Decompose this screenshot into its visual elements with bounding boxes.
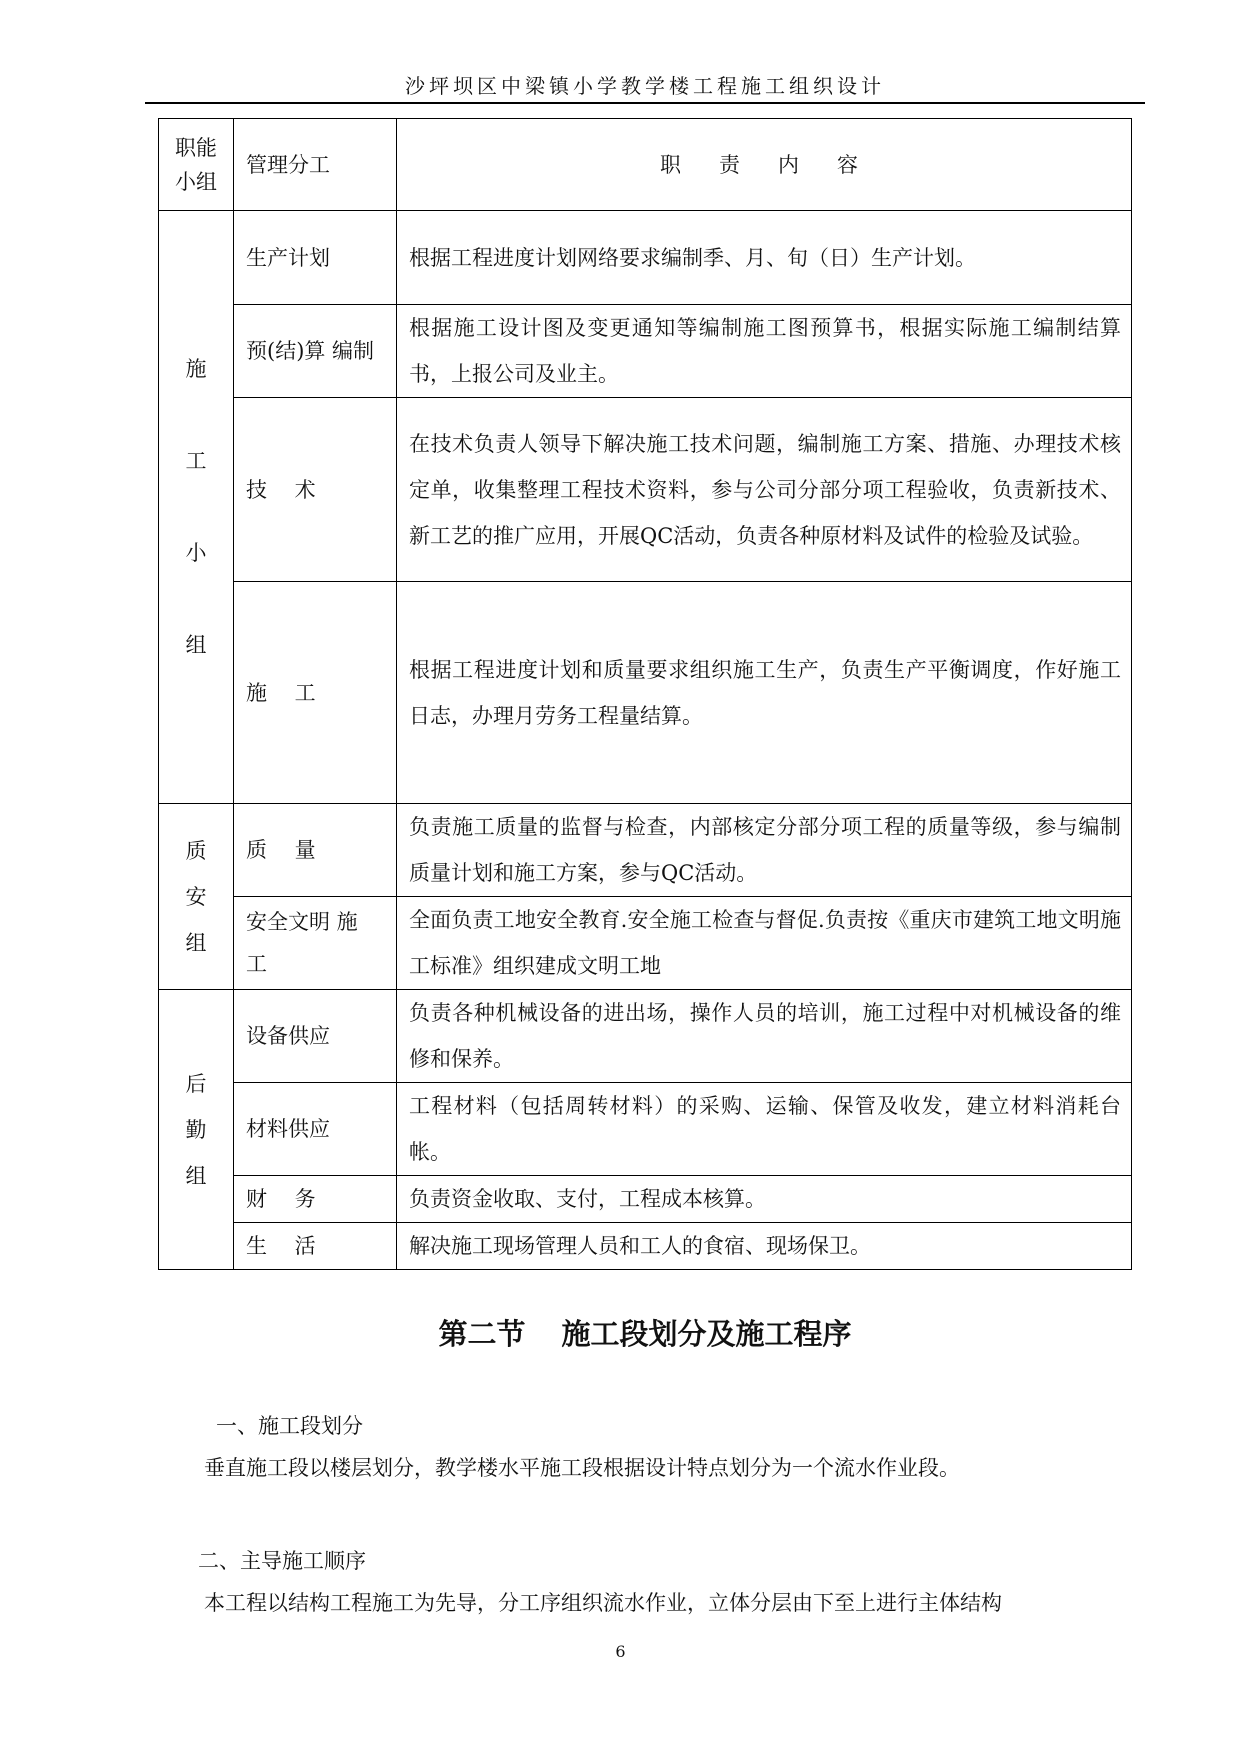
group-label-char: 组 bbox=[185, 930, 207, 955]
group-label-char: 施 bbox=[185, 357, 207, 381]
group-label-char: 组 bbox=[185, 633, 207, 657]
duty-cell: 负责各种机械设备的进出场，操作人员的培训，施工过程中对机械设备的维修和保养。 bbox=[397, 990, 1132, 1083]
table-row bbox=[159, 398, 1132, 582]
header-group-line-2: 小组 bbox=[175, 169, 217, 194]
division-cell: 生 活 bbox=[234, 1223, 397, 1270]
division-cell: 预(结)算 编制 bbox=[234, 305, 397, 398]
table-row bbox=[159, 305, 1132, 398]
table-row bbox=[159, 804, 1132, 897]
header-rule bbox=[145, 102, 1145, 104]
duty-cell: 负责施工质量的监督与检查，内部核定分部分项工程的质量等级，参与编制质量计划和施工方案，参与QC活动。 bbox=[397, 804, 1132, 897]
construction-group-label bbox=[159, 211, 234, 804]
duty-cell: 解决施工现场管理人员和工人的食宿、现场保卫。 bbox=[397, 1223, 1132, 1270]
duty-cell: 负责资金收取、支付，工程成本核算。 bbox=[397, 1176, 1132, 1223]
division-cell: 施 工 bbox=[234, 582, 397, 804]
division-cell: 财 务 bbox=[234, 1176, 397, 1223]
header-division-cell: 管理分工 bbox=[234, 119, 397, 211]
table-row bbox=[159, 582, 1132, 804]
table-row bbox=[159, 1176, 1132, 1223]
duty-cell: 工程材料（包括周转材料）的采购、运输、保管及收发，建立材料消耗台帐。 bbox=[397, 1083, 1132, 1176]
group-label-char: 后 bbox=[185, 1071, 207, 1096]
duty-cell: 在技术负责人领导下解决施工技术问题，编制施工方案、措施、办理技术核定单，收集整理工程技术资料，参与公司分部分项工程验收，负责新技术、新工艺的推广应用，开展QC活动，负责各种原材料及试件的检验及试验。 bbox=[397, 398, 1132, 582]
group-label-char: 组 bbox=[185, 1163, 207, 1188]
table-header-row bbox=[159, 119, 1132, 211]
duty-cell: 全面负责工地安全教育.安全施工检查与督促.负责按《重庆市建筑工地文明施工标准》组织建成文明工地 bbox=[397, 897, 1132, 990]
table-row bbox=[159, 990, 1132, 1083]
duty-cell: 根据施工设计图及变更通知等编制施工图预算书，根据实际施工编制结算书，上报公司及业主。 bbox=[397, 305, 1132, 398]
table-row bbox=[159, 897, 1132, 990]
subsection-heading-2: 二、主导施工顺序 bbox=[198, 1549, 366, 1573]
division-cell: 技 术 bbox=[234, 398, 397, 582]
group-label-char: 工 bbox=[185, 449, 207, 473]
table-row bbox=[159, 211, 1132, 305]
table-row bbox=[159, 1223, 1132, 1270]
responsibility-table bbox=[158, 118, 1132, 1270]
header-group-line-1: 职能 bbox=[175, 135, 217, 160]
logistics-group-label bbox=[159, 990, 234, 1270]
division-cell: 安全文明 施 工 bbox=[234, 897, 397, 990]
duty-cell: 根据工程进度计划和质量要求组织施工生产，负责生产平衡调度，作好施工日志，办理月劳务工程量结算。 bbox=[397, 582, 1132, 804]
division-cell: 生产计划 bbox=[234, 211, 397, 305]
division-cell: 材料供应 bbox=[234, 1083, 397, 1176]
division-cell: 设备供应 bbox=[234, 990, 397, 1083]
section-title-text: 施工段划分及施工程序 bbox=[561, 1317, 852, 1351]
header-group-cell bbox=[159, 119, 234, 211]
subsection-heading-1: 一、施工段划分 bbox=[216, 1414, 363, 1438]
document-header: 沙坪坝区中梁镇小学教学楼工程施工组织设计 bbox=[405, 74, 885, 98]
page-number: 6 bbox=[615, 1642, 626, 1661]
group-label-char: 安 bbox=[185, 884, 207, 909]
section-heading bbox=[145, 1312, 1145, 1353]
subsection-paragraph-2: 本工程以结构工程施工为先导，分工序组织流水作业，立体分层由下至上进行主体结构 bbox=[204, 1591, 1002, 1615]
group-label-char: 小 bbox=[185, 541, 207, 565]
quality-safety-group-label bbox=[159, 804, 234, 990]
header-duty-cell: 职责内容 bbox=[397, 119, 1132, 211]
division-cell: 质 量 bbox=[234, 804, 397, 897]
group-label-char: 质 bbox=[185, 838, 207, 863]
duty-cell: 根据工程进度计划网络要求编制季、月、旬（日）生产计划。 bbox=[397, 211, 1132, 305]
section-number: 第二节 bbox=[438, 1317, 526, 1351]
subsection-paragraph-1: 垂直施工段以楼层划分，教学楼水平施工段根据设计特点划分为一个流水作业段。 bbox=[204, 1456, 960, 1480]
table-row bbox=[159, 1083, 1132, 1176]
group-label-char: 勤 bbox=[185, 1117, 207, 1142]
